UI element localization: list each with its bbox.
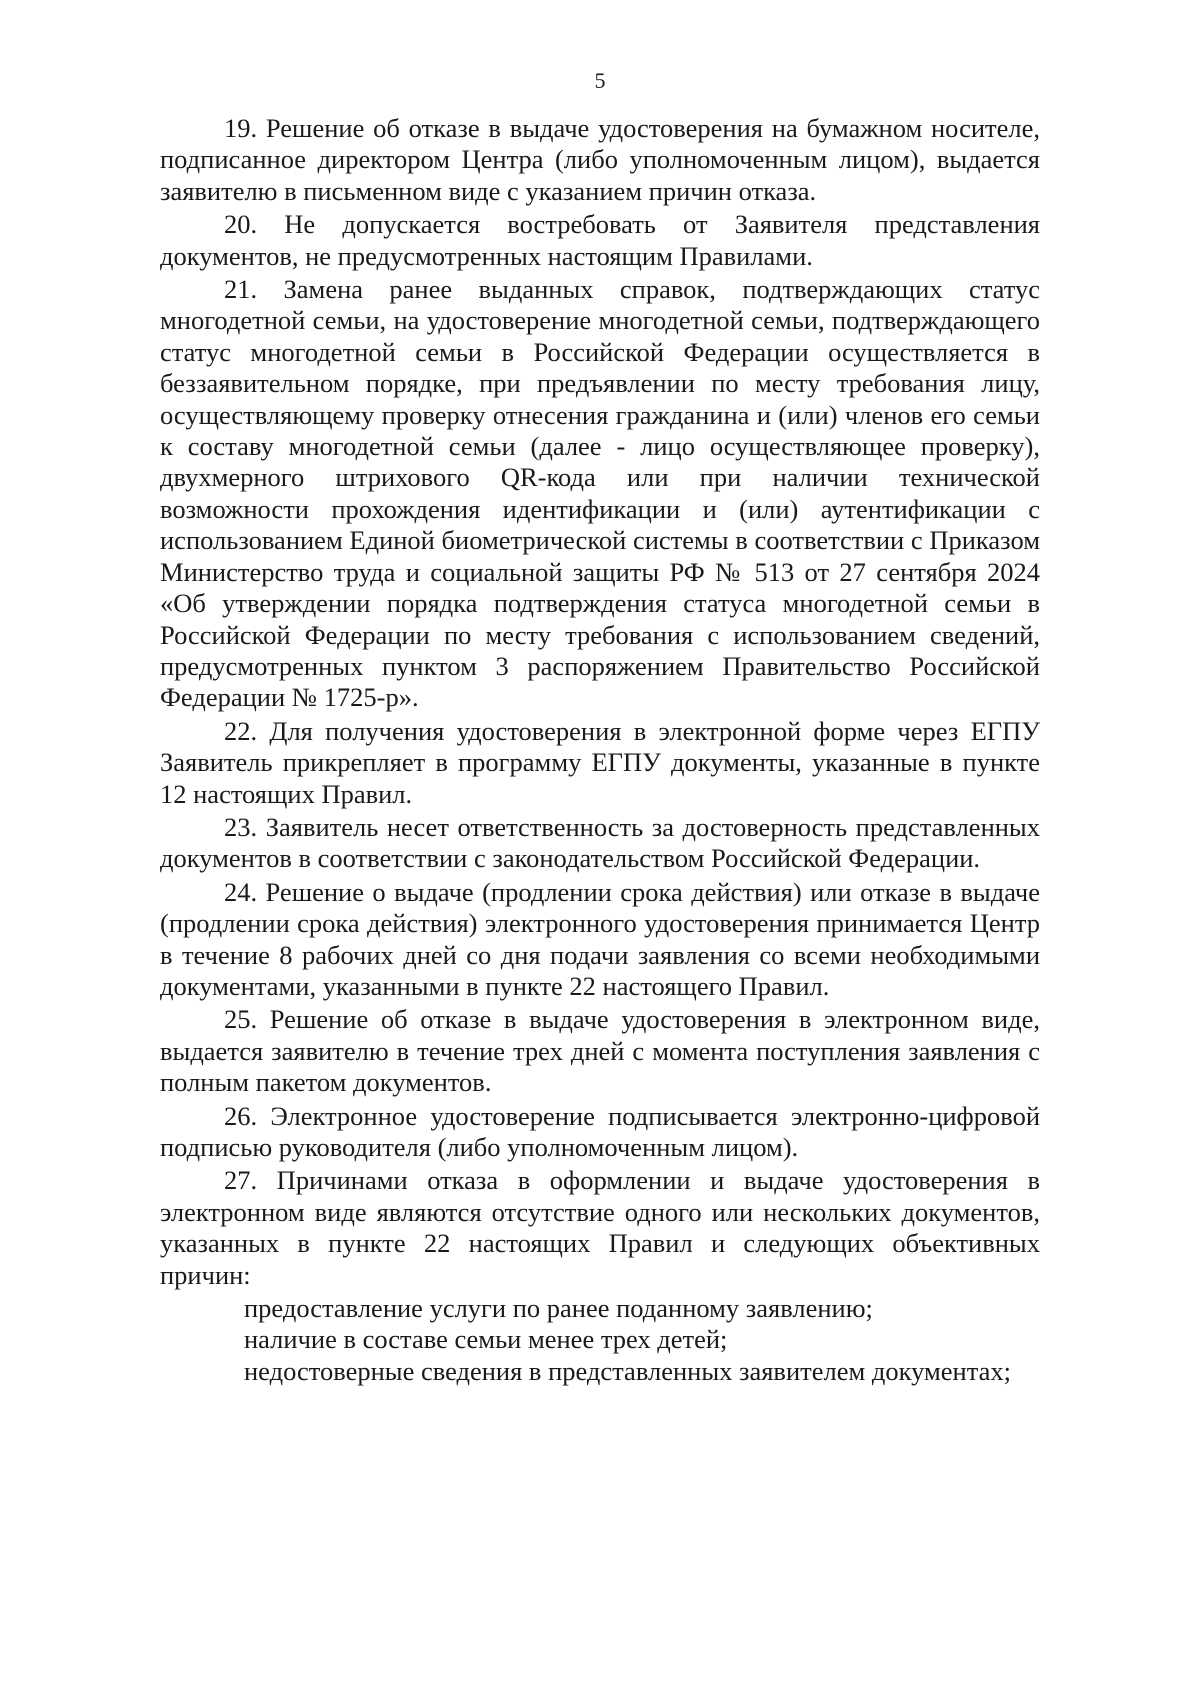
list-item: предоставление услуги по ранее поданному заявлению; — [244, 1293, 873, 1324]
paragraph-22: 22. Для получения удостоверения в электронной форме через ЕГПУ Заявитель прикрепляет в программу ЕГПУ документы, указанные в пункте 12 настоящих Правил. — [160, 715, 1040, 809]
page-number: 5 — [594, 68, 606, 93]
paragraph-19: 19. Решение об отказе в выдаче удостоверения на бумажном носителе, подписанное директором Центра (либо уполномоченным лицом), выдается заявителю в письменном виде с указанием причин отказа. — [160, 113, 1040, 206]
paragraph-20: 20. Не допускается востребовать от Заявителя представления документов, не предусмотренных настоящим Правилами. — [160, 209, 1040, 271]
paragraph-25: 25. Решение об отказе в выдаче удостоверения в электронном виде, выдается заявителю в течение трех дней с момента поступления заявления с полным пакетом документов. — [160, 1004, 1040, 1098]
document-body — [160, 113, 1040, 1387]
paragraph-24: 24. Решение о выдаче (продлении срока действия) или отказе в выдаче (продлении срока действия) электронного удостоверения принимается Центр в течение 8 рабочих дней со дня подачи заявления со всеми необходимыми документами, указанными в пункте 22 настоящего Правил. — [160, 876, 1040, 1001]
list-item: недостоверные сведения в представленных заявителем документах; — [244, 1355, 1011, 1386]
paragraph-26: 26. Электронное удостоверение подписывается электронно-цифровой подписью руководителя (либо уполномоченным лицом). — [160, 1100, 1040, 1162]
paragraph-23: 23. Заявитель несет ответственность за достоверность представленных документов в соответствии с законодательством Российской Федерации. — [160, 811, 1040, 874]
paragraph-21: 21. Замена ранее выданных справок, подтверждающих статус многодетной семьи, на удостоверение многодетной семьи, подтверждающего статус многодетной семьи в Российской Федерации осуществляется в беззаявительном порядке, при предъявлении по месту требования лицу, осуществляющему проверку отнесения гражданина и (или) членов его семьи к составу многодетной семьи (далее - лицо осуществляющее проверку), двухмерного штрихового QR-кода или при наличии технической возможности прохождения идентификации и (или) аутентификации с использованием Единой биометрической системы в соответствии с Приказом Министерство труда и социальной защиты РФ № 513 от 27 сентября 2024 «Об утверждении порядка подтверждения статуса многодетной семьи в Российской Федерации по месту требования с использованием сведений, предусмотренных пунктом 3 распоряжением Правительство Российской Федерации № 1725-р». — [160, 274, 1040, 713]
paragraph-27: 27. Причинами отказа в оформлении и выдаче удостоверения в электронном виде являются отсутствие одного или нескольких документов, указанных в пункте 22 настоящих Правил и следующих объективных причин: — [160, 1165, 1040, 1290]
list-item: наличие в составе семьи менее трех детей; — [244, 1324, 728, 1355]
